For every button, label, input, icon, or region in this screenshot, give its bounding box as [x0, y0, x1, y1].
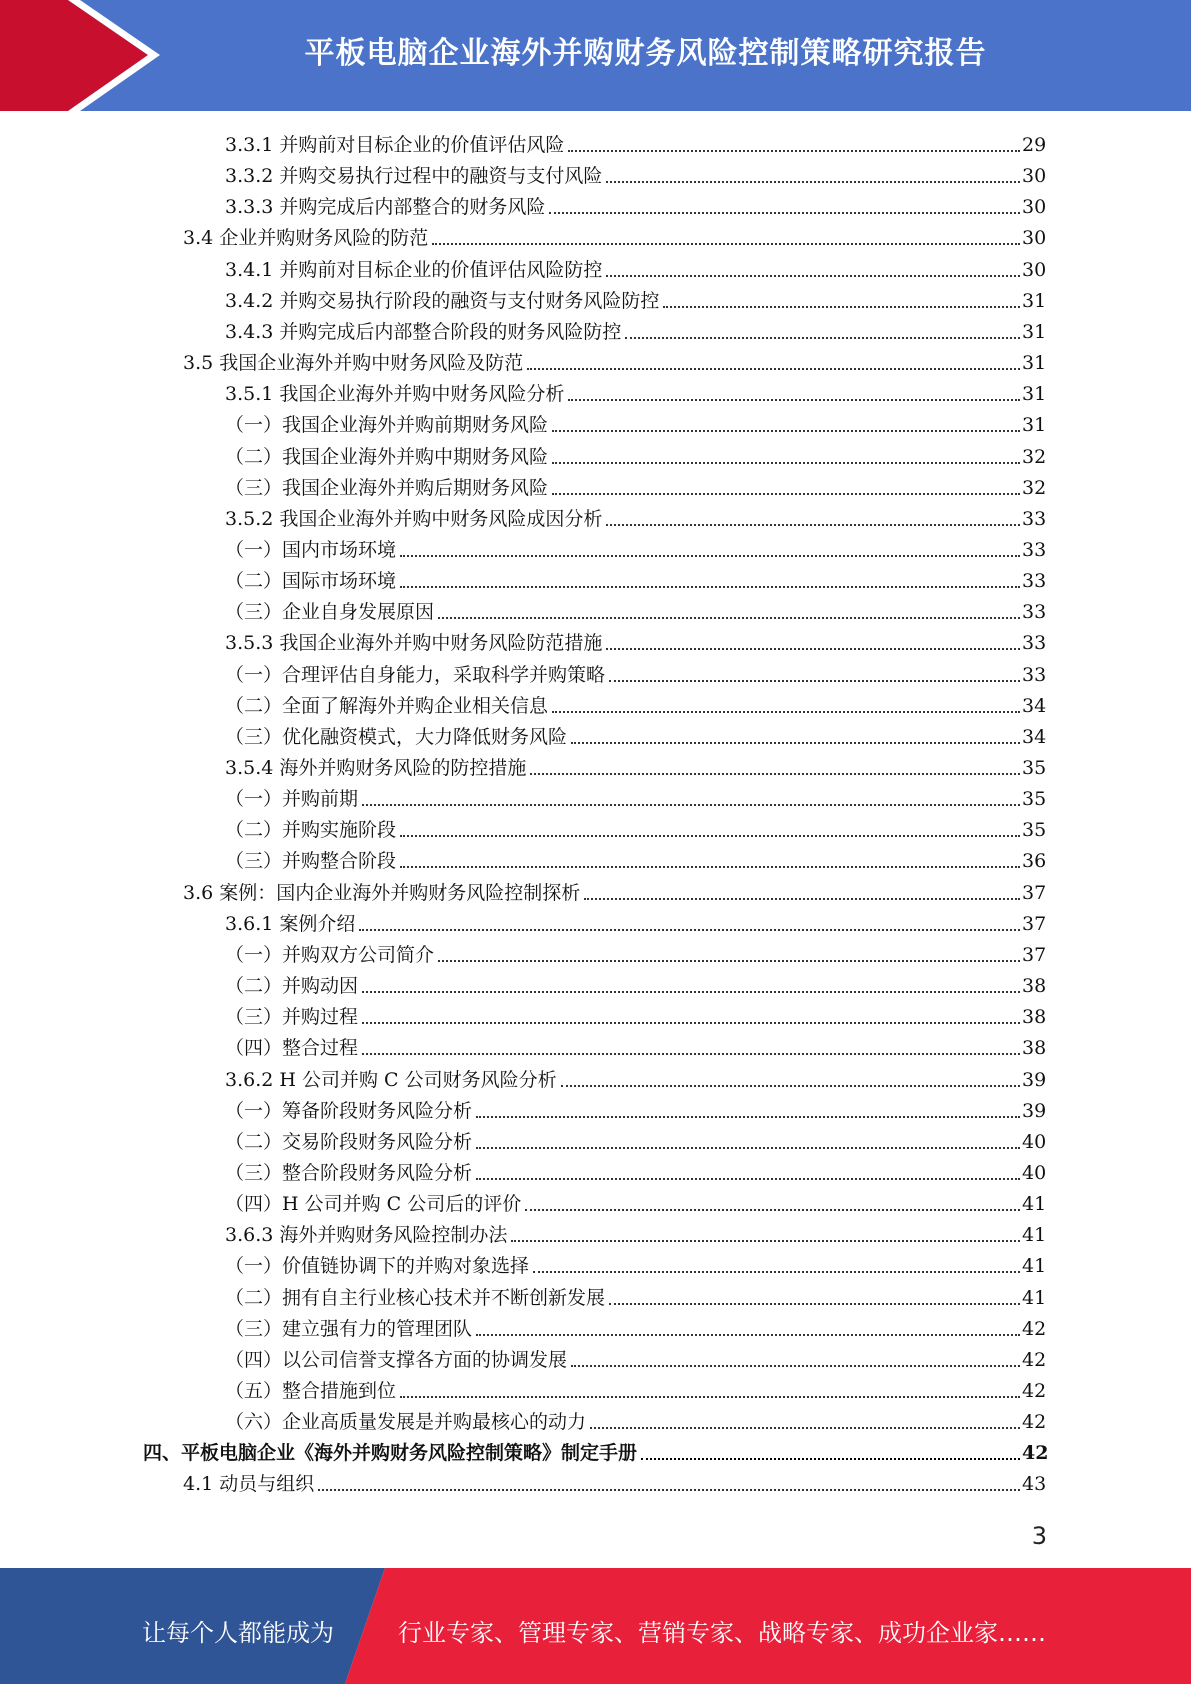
toc-entry-page: 31: [1022, 414, 1047, 436]
toc-entry[interactable]: [225, 656, 1046, 687]
toc-entry[interactable]: [225, 1154, 1046, 1185]
toc-entry-page: 42: [1022, 1318, 1047, 1340]
toc-entry-label: （一）并购前期: [225, 788, 359, 810]
toc-entry[interactable]: [225, 1061, 1046, 1092]
toc-entry-page: 29: [1022, 134, 1047, 156]
toc-entry-label: （二）拥有自主行业核心技术并不断创新发展: [225, 1287, 606, 1309]
toc-entry-page: 33: [1022, 601, 1047, 623]
toc-entry[interactable]: [225, 188, 1046, 219]
toc-dot-leader: [359, 928, 1020, 931]
toc-dot-leader: [400, 834, 1020, 837]
toc-entry[interactable]: [225, 438, 1046, 469]
toc-entry-label: 3.3.1 并购前对目标企业的价值评估风险: [225, 134, 565, 156]
toc-entry-page: 40: [1022, 1162, 1047, 1184]
toc-entry-page: 31: [1022, 352, 1047, 374]
toc-entry-page: 39: [1022, 1069, 1047, 1091]
toc-dot-leader: [568, 149, 1020, 152]
toc-entry[interactable]: [225, 1341, 1046, 1372]
toc-entry-label: 3.5 我国企业海外并购中财务风险及防范: [183, 352, 524, 374]
toc-dot-leader: [552, 492, 1020, 495]
toc-entry-page: 42: [1022, 1349, 1047, 1371]
toc-entry-page: 34: [1022, 726, 1047, 748]
toc-entry-page: 41: [1022, 1287, 1047, 1309]
toc-dot-leader: [400, 1395, 1020, 1398]
toc-dot-leader: [606, 647, 1020, 650]
toc-entry[interactable]: [225, 998, 1046, 1029]
toc-entry[interactable]: [225, 531, 1046, 562]
toc-entry[interactable]: [225, 905, 1046, 936]
toc-entry[interactable]: [225, 842, 1046, 873]
toc-entry-page: 37: [1022, 882, 1047, 904]
toc-entry-label: （二）并购动因: [225, 975, 359, 997]
toc-entry[interactable]: [225, 406, 1046, 437]
toc-dot-leader: [400, 585, 1020, 588]
toc-dot-leader: [609, 1302, 1020, 1305]
toc-dot-leader: [476, 1146, 1020, 1149]
toc-entry[interactable]: [225, 1123, 1046, 1154]
toc-dot-leader: [606, 523, 1020, 526]
toc-entry-label: 3.4 企业并购财务风险的防范: [183, 227, 429, 249]
toc-entry-page: 30: [1022, 165, 1047, 187]
toc-entry-label: 3.5.4 海外并购财务风险的防控措施: [225, 757, 527, 779]
toc-entry-label: 3.4.1 并购前对目标企业的价值评估风险防控: [225, 259, 603, 281]
page-header: [0, 0, 1191, 111]
toc-entry-page: 33: [1022, 632, 1047, 654]
toc-dot-leader: [584, 897, 1020, 900]
toc-dot-leader: [362, 990, 1020, 993]
toc-entry[interactable]: [225, 126, 1046, 157]
toc-entry[interactable]: [225, 687, 1046, 718]
toc-entry-page: 36: [1022, 850, 1047, 872]
toc-dot-leader: [438, 959, 1020, 962]
toc-entry-label: 3.4.2 并购交易执行阶段的融资与支付财务风险防控: [225, 290, 660, 312]
toc-entry[interactable]: [225, 375, 1046, 406]
toc-dot-leader: [400, 865, 1020, 868]
toc-entry-label: （六）企业高质量发展是并购最核心的动力: [225, 1411, 587, 1433]
toc-entry[interactable]: [225, 749, 1046, 780]
toc-entry-page: 41: [1022, 1255, 1047, 1277]
toc-dot-leader: [606, 274, 1020, 277]
toc-entry-page: 38: [1022, 1006, 1047, 1028]
toc-entry[interactable]: [225, 780, 1046, 811]
toc-entry-page: 42: [1022, 1380, 1047, 1402]
toc-entry-label: 3.3.2 并购交易执行过程中的融资与支付风险: [225, 165, 603, 187]
toc-entry-label: 四、平板电脑企业《海外并购财务风险控制策略》制定手册: [143, 1442, 638, 1464]
toc-entry-label: （一）合理评估自身能力，采取科学并购策略: [225, 664, 606, 686]
toc-entry[interactable]: [183, 219, 1046, 250]
toc-dot-leader: [606, 180, 1020, 183]
toc-entry[interactable]: [225, 811, 1046, 842]
toc-entry-label: （一）国内市场环境: [225, 539, 397, 561]
page-number: 3: [1031, 1522, 1047, 1550]
toc-entry-page: 33: [1022, 539, 1047, 561]
toc-entry-page: 42: [1022, 1442, 1049, 1464]
toc-entry-page: 31: [1022, 321, 1047, 343]
toc-entry-label: （一）并购双方公司简介: [225, 944, 435, 966]
toc-entry[interactable]: [225, 157, 1046, 188]
toc-dot-leader: [438, 616, 1020, 619]
toc-entry-page: 38: [1022, 1037, 1047, 1059]
toc-dot-leader: [552, 710, 1020, 713]
toc-dot-leader: [362, 1021, 1020, 1024]
toc-entry[interactable]: [225, 1216, 1046, 1247]
toc-entry-page: 38: [1022, 975, 1047, 997]
toc-entry[interactable]: [225, 1310, 1046, 1341]
toc-entry[interactable]: [225, 1185, 1046, 1216]
toc-entry[interactable]: [225, 1403, 1046, 1434]
toc-entry[interactable]: [225, 313, 1046, 344]
toc-entry-page: 33: [1022, 664, 1047, 686]
toc-entry-page: 33: [1022, 508, 1047, 530]
toc-entry-label: 3.6.2 H 公司并购 C 公司财务风险分析: [225, 1069, 557, 1091]
toc-entry[interactable]: [225, 1372, 1046, 1403]
toc-entry-page: 30: [1022, 259, 1047, 281]
toc-dot-leader: [530, 772, 1020, 775]
toc-dot-leader: [568, 398, 1020, 401]
toc-dot-leader: [561, 1084, 1020, 1087]
toc-entry-page: 37: [1022, 913, 1047, 935]
toc-entry[interactable]: [183, 1465, 1046, 1496]
toc-entry-page: 35: [1022, 819, 1047, 841]
toc-entry[interactable]: [183, 344, 1046, 375]
toc-entry[interactable]: [225, 624, 1046, 655]
toc-entry[interactable]: [225, 593, 1046, 624]
toc-entry-label: （二）我国企业海外并购中期财务风险: [225, 446, 549, 468]
toc-entry[interactable]: [225, 718, 1046, 749]
toc-dot-leader: [549, 211, 1020, 214]
toc-dot-leader: [571, 1364, 1020, 1367]
toc-dot-leader: [525, 1208, 1020, 1211]
toc-entry-label: 4.1 动员与组织: [183, 1473, 315, 1495]
toc-entry-label: 3.5.3 我国企业海外并购中财务风险防范措施: [225, 632, 603, 654]
toc-entry-page: 42: [1022, 1411, 1047, 1433]
toc-entry-page: 40: [1022, 1131, 1047, 1153]
toc-entry[interactable]: [183, 874, 1046, 905]
toc-entry-label: 3.6 案例：国内企业海外并购财务风险控制探析: [183, 882, 581, 904]
toc-entry-page: 31: [1022, 290, 1047, 312]
toc-dot-leader: [625, 336, 1020, 339]
toc-entry[interactable]: [225, 500, 1046, 531]
toc-entry-label: 3.3.3 并购完成后内部整合的财务风险: [225, 196, 546, 218]
toc-entry-label: 3.6.3 海外并购财务风险控制办法: [225, 1224, 508, 1246]
toc-dot-leader: [571, 741, 1020, 744]
toc-dot-leader: [362, 1052, 1020, 1055]
toc-entry-label: （二）交易阶段财务风险分析: [225, 1131, 473, 1153]
toc-entry-page: 34: [1022, 695, 1047, 717]
toc-entry-label: （三）优化融资模式，大力降低财务风险: [225, 726, 568, 748]
toc-entry-label: 3.5.1 我国企业海外并购中财务风险分析: [225, 383, 565, 405]
toc-entry-label: （一）筹备阶段财务风险分析: [225, 1100, 473, 1122]
toc-entry-page: 41: [1022, 1193, 1047, 1215]
toc-dot-leader: [511, 1239, 1020, 1242]
toc-dot-leader: [432, 242, 1020, 245]
toc-entry-page: 30: [1022, 196, 1047, 218]
toc-entry-label: （一）价值链协调下的并购对象选择: [225, 1255, 530, 1277]
toc-entry-page: 39: [1022, 1100, 1047, 1122]
toc-entry-page: 41: [1022, 1224, 1047, 1246]
toc-dot-leader: [476, 1115, 1020, 1118]
toc-entry[interactable]: [225, 1247, 1046, 1278]
toc-entry[interactable]: [225, 1092, 1046, 1123]
toc-dot-leader: [476, 1177, 1020, 1180]
document-title: 平板电脑企业海外并购财务风险控制策略研究报告: [304, 36, 987, 71]
toc-dot-leader: [552, 461, 1020, 464]
toc-entry-label: 3.4.3 并购完成后内部整合阶段的财务风险防控: [225, 321, 622, 343]
toc-entry-label: （三）整合阶段财务风险分析: [225, 1162, 473, 1184]
toc-dot-leader: [527, 367, 1020, 370]
toc-entry-page: 31: [1022, 383, 1047, 405]
toc-entry[interactable]: [225, 967, 1046, 998]
toc-dot-leader: [663, 305, 1020, 308]
toc-entry-page: 35: [1022, 788, 1047, 810]
toc-entry[interactable]: [225, 251, 1046, 282]
toc-entry-page: 32: [1022, 446, 1047, 468]
toc-entry-label: （二）国际市场环境: [225, 570, 397, 592]
toc-entry-label: 3.6.1 案例介绍: [225, 913, 356, 935]
toc-dot-leader: [641, 1457, 1020, 1460]
toc-entry[interactable]: [225, 1279, 1046, 1310]
footer-slogan-right: 行业专家、管理专家、营销专家、战略专家、成功企业家……: [398, 1619, 1046, 1647]
toc-entry-label: 3.5.2 我国企业海外并购中财务风险成因分析: [225, 508, 603, 530]
toc-entry[interactable]: [225, 936, 1046, 967]
page-footer: [0, 1568, 1191, 1684]
toc-entry-page: 30: [1022, 227, 1047, 249]
toc-entry-label: （三）并购整合阶段: [225, 850, 397, 872]
footer-slogan-left: 让每个人都能成为: [142, 1619, 334, 1647]
toc-entry-label: （二）全面了解海外并购企业相关信息: [225, 695, 549, 717]
toc-entry-label: （二）并购实施阶段: [225, 819, 397, 841]
toc-dot-leader: [362, 803, 1020, 806]
toc-dot-leader: [533, 1270, 1020, 1273]
toc-entry-page: 32: [1022, 477, 1047, 499]
toc-entry-label: （三）企业自身发展原因: [225, 601, 435, 623]
toc-entry-page: 33: [1022, 570, 1047, 592]
toc-entry[interactable]: [225, 469, 1046, 500]
toc-entry-label: （一）我国企业海外并购前期财务风险: [225, 414, 549, 436]
toc-entry-label: （四）H 公司并购 C 公司后的评价: [225, 1193, 522, 1215]
toc-entry-page: 43: [1022, 1473, 1047, 1495]
toc-entry-label: （四）整合过程: [225, 1037, 359, 1059]
toc-entry[interactable]: [225, 282, 1046, 313]
toc-entry-label: （四）以公司信誉支撑各方面的协调发展: [225, 1349, 568, 1371]
toc-dot-leader: [318, 1488, 1020, 1491]
toc-dot-leader: [400, 554, 1020, 557]
toc-entry-page: 37: [1022, 944, 1047, 966]
toc-dot-leader: [590, 1426, 1020, 1429]
toc-entry-label: （五）整合措施到位: [225, 1380, 397, 1402]
toc-entry[interactable]: [225, 562, 1046, 593]
toc-dot-leader: [609, 679, 1020, 682]
toc-entry-label: （三）我国企业海外并购后期财务风险: [225, 477, 549, 499]
toc-entry-page: 35: [1022, 757, 1047, 779]
toc-entry[interactable]: [225, 1029, 1046, 1060]
toc-entry-label: （三）建立强有力的管理团队: [225, 1318, 473, 1340]
toc-entry-label: （三）并购过程: [225, 1006, 359, 1028]
toc-dot-leader: [552, 429, 1020, 432]
toc-entry[interactable]: [143, 1434, 1049, 1465]
toc-dot-leader: [476, 1333, 1020, 1336]
